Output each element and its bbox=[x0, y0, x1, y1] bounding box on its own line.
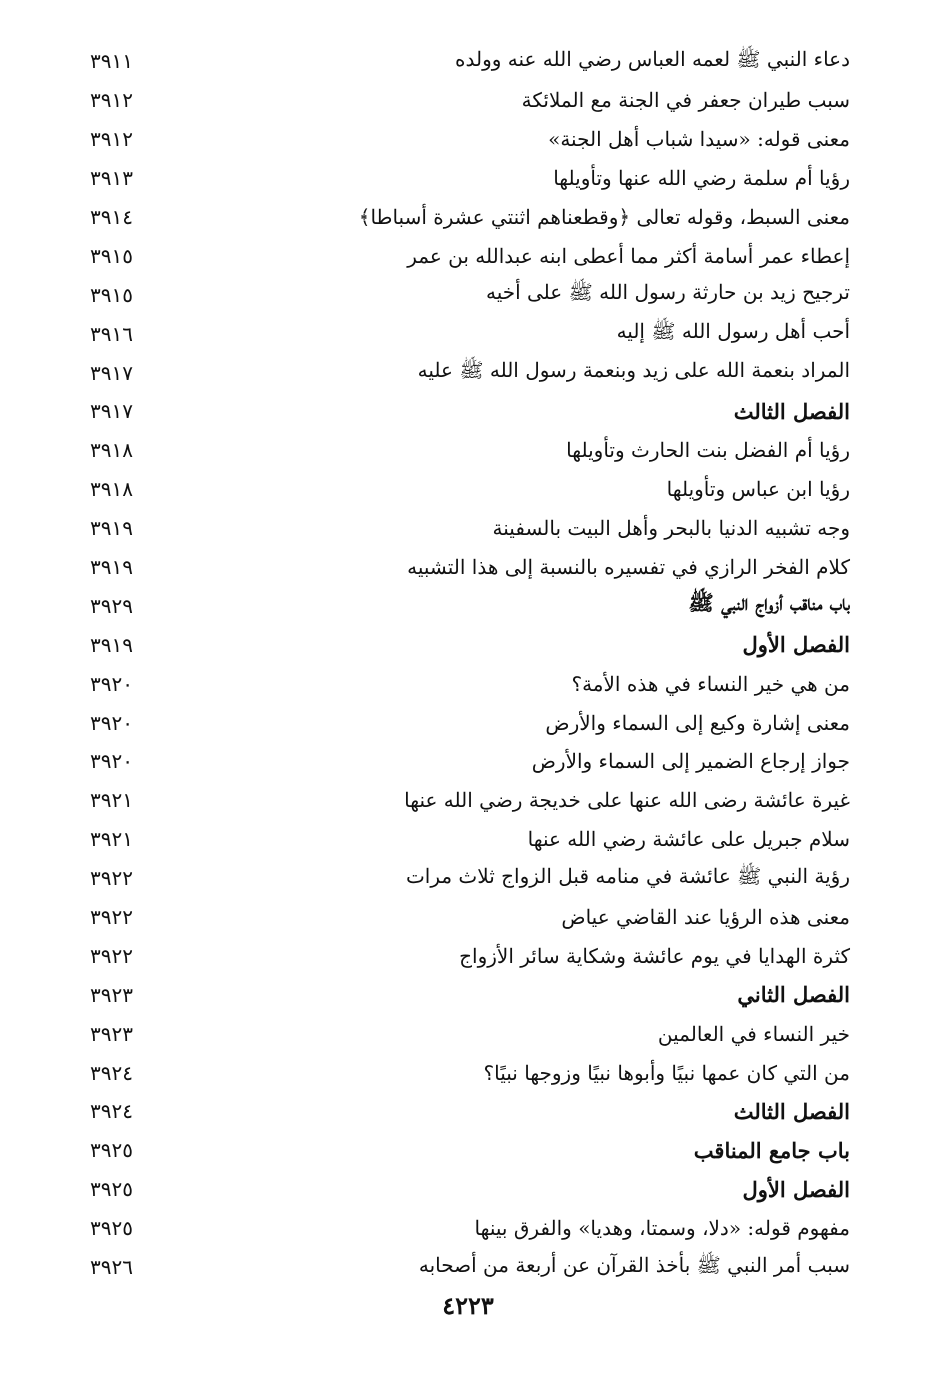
toc-page-number: ٣٩١٣ bbox=[90, 166, 133, 191]
toc-entry-row bbox=[90, 509, 850, 548]
toc-entry-title: ترجيح زيد بن حارثة رسول الله ﷺ على أخيه bbox=[485, 280, 850, 305]
toc-heading-row bbox=[90, 1131, 850, 1170]
toc-entry-row bbox=[90, 236, 850, 275]
toc-entry-title: وجه تشبيه الدنيا بالبحر وأهل البيت بالسفينة bbox=[492, 516, 850, 541]
toc-entry-title: سبب أمر النبي ﷺ بأخذ القرآن عن أربعة من أصحابه bbox=[418, 1252, 850, 1277]
toc-entry-title: كلام الفخر الرازي في تفسيره بالنسبة إلى هذا التشبيه bbox=[407, 555, 850, 580]
toc-entry-row bbox=[90, 742, 850, 781]
toc-entry-title: من هي خير النساء في هذه الأمة؟ bbox=[571, 671, 850, 696]
toc-page-number: ٣٩١٩ bbox=[90, 516, 133, 541]
toc-page-number: ٣٩١٢ bbox=[90, 127, 133, 152]
toc-entry-title: من التي كان عمها نبيًا وأبوها نبيًا وزوجها نبيًا؟ bbox=[483, 1060, 850, 1085]
toc-entry-row bbox=[90, 1248, 850, 1287]
toc-entry-title: دعاء النبي ﷺ لعمه العباس رضي الله عنه وولده bbox=[455, 46, 850, 71]
toc-page-number: ٣٩٢١ bbox=[90, 827, 133, 852]
toc-page-number: ٣٩٢٠ bbox=[90, 671, 133, 696]
toc-heading-row bbox=[90, 586, 850, 625]
toc-heading-title: الفصل الأول bbox=[742, 632, 850, 658]
toc-heading-row bbox=[90, 1170, 850, 1209]
toc-entry-row bbox=[90, 198, 850, 237]
toc-entry-row bbox=[90, 120, 850, 159]
toc-heading-title: باب جامع المناقب bbox=[693, 1137, 850, 1163]
toc-page-number: ٣٩١٧ bbox=[90, 360, 133, 385]
toc-entry-row bbox=[90, 1014, 850, 1053]
toc-page-number: ٣٩١١ bbox=[90, 49, 133, 74]
toc-heading-row bbox=[90, 392, 850, 431]
toc-entry-title: معنى قوله: «سيدا شباب أهل الجنة» bbox=[548, 127, 850, 152]
toc-page-number: ٣٩١٤ bbox=[90, 205, 133, 229]
toc-entry-title: المراد بنعمة الله على زيد وبنعمة رسول الله ﷺ عليه bbox=[417, 358, 850, 383]
toc-page-number: ٣٩٢٩ bbox=[90, 593, 133, 618]
toc-page-number: ٣٩٢٠ bbox=[90, 749, 133, 774]
toc-entry-row bbox=[90, 1209, 850, 1248]
toc-page-number: ٣٩١٨ bbox=[90, 438, 133, 463]
toc-heading-title: الفصل الثاني bbox=[737, 982, 850, 1008]
toc-entry-title: كثرة الهدايا في يوم عائشة وشكاية سائر الأزواج bbox=[459, 943, 850, 968]
toc-entry-row bbox=[90, 42, 850, 81]
toc-entry-row bbox=[90, 859, 850, 898]
toc-page-number: ٣٩١٢ bbox=[90, 88, 133, 113]
toc-entry-row bbox=[90, 275, 850, 314]
toc-page-number: ٣٩٢٣ bbox=[90, 982, 133, 1007]
toc-page-number: ٣٩١٥ bbox=[90, 243, 133, 268]
toc-page-number: ٣٩٢٥ bbox=[90, 1177, 133, 1202]
toc-entry-row bbox=[90, 314, 850, 353]
toc-entry-title: خير النساء في العالمين bbox=[657, 1021, 850, 1046]
toc-entry-title: معنى هذه الرؤيا عند القاضي عياض bbox=[561, 905, 850, 930]
toc-page-number: ٣٩٢٤ bbox=[90, 1060, 133, 1085]
toc-heading-title: باب مناقب أزواج النبي ﷺ bbox=[688, 590, 850, 616]
toc-entry-title: رؤية النبي ﷺ عائشة في منامه قبل الزواج ثلاث مرات bbox=[405, 863, 850, 888]
toc-entry-title: غيرة عائشة رضى الله عنها على خديجة رضي الله عنها bbox=[404, 788, 850, 813]
toc-entry-row bbox=[90, 820, 850, 859]
toc-entry-title: سبب طيران جعفر في الجنة مع الملائكة bbox=[521, 88, 850, 113]
toc-page-number: ٣٩١٦ bbox=[90, 321, 133, 346]
toc-entry-title: رؤيا أم سلمة رضي الله عنها وتأويلها bbox=[553, 166, 850, 191]
toc-entry-title: جواز إرجاع الضمير إلى السماء والأرض bbox=[531, 749, 850, 774]
toc-page-number: ٣٩٢٢ bbox=[90, 905, 133, 930]
toc-entry-title: أحب أهل رسول الله ﷺ إليه bbox=[616, 319, 850, 344]
toc-page-number: ٣٩٢٢ bbox=[90, 866, 133, 891]
toc-page-number: ٣٩١٩ bbox=[90, 632, 133, 657]
toc-page-number: ٣٩١٨ bbox=[90, 477, 133, 502]
toc-page-number: ٣٩٢٦ bbox=[90, 1255, 133, 1280]
toc-entry-row bbox=[90, 431, 850, 470]
toc-heading-row bbox=[90, 975, 850, 1014]
toc-entry-title: معنى إشارة وكيع إلى السماء والأرض bbox=[545, 710, 850, 735]
toc-entry-row bbox=[90, 548, 850, 587]
toc-entry-title: إعطاء عمر أسامة أكثر مما أعطى ابنه عبدالله بن عمر bbox=[407, 243, 850, 268]
toc-entry-title: معنى السبط، وقوله تعالى ﴿وقطعناهم اثنتي عشرة أسباطا﴾ bbox=[358, 205, 850, 229]
toc-page-number: ٣٩١٥ bbox=[90, 282, 133, 307]
page-number: ٤٢٢٣ bbox=[442, 1291, 494, 1320]
toc-entry-title: رؤيا أم الفضل بنت الحارث وتأويلها bbox=[566, 438, 850, 463]
table-of-contents bbox=[90, 42, 850, 1287]
toc-entry-title: رؤيا ابن عباس وتأويلها bbox=[666, 477, 850, 502]
toc-entry-row bbox=[90, 353, 850, 392]
toc-heading-title: الفصل الثالث bbox=[733, 1098, 850, 1124]
toc-heading-row bbox=[90, 625, 850, 664]
toc-entry-row bbox=[90, 664, 850, 703]
toc-page-number: ٣٩٢٣ bbox=[90, 1021, 133, 1046]
toc-heading-title: الفصل الثالث bbox=[733, 398, 850, 424]
toc-heading-row bbox=[90, 1092, 850, 1131]
toc-page-number: ٣٩٢١ bbox=[90, 788, 133, 813]
toc-page-number: ٣٩٢٥ bbox=[90, 1138, 133, 1163]
toc-page-number: ٣٩٢٢ bbox=[90, 943, 133, 968]
toc-entry-row bbox=[90, 703, 850, 742]
toc-page-number: ٣٩٢٤ bbox=[90, 1099, 133, 1124]
toc-entry-row bbox=[90, 781, 850, 820]
toc-page-number: ٣٩١٩ bbox=[90, 555, 133, 580]
toc-entry-row bbox=[90, 470, 850, 509]
toc-heading-title: الفصل الأول bbox=[742, 1176, 850, 1202]
toc-entry-row bbox=[90, 898, 850, 937]
toc-entry-title: مفهوم قوله: «دلا، وسمتا، وهديا» والفرق بينها bbox=[474, 1216, 850, 1241]
toc-page-number: ٣٩٢٥ bbox=[90, 1216, 133, 1241]
toc-entry-title: سلام جبريل على عائشة رضي الله عنها bbox=[527, 827, 850, 852]
toc-entry-row bbox=[90, 81, 850, 120]
toc-entry-row bbox=[90, 936, 850, 975]
toc-entry-row bbox=[90, 159, 850, 198]
toc-page-number: ٣٩٢٠ bbox=[90, 710, 133, 735]
toc-entry-row bbox=[90, 1053, 850, 1092]
toc-page-number: ٣٩١٧ bbox=[90, 399, 133, 424]
